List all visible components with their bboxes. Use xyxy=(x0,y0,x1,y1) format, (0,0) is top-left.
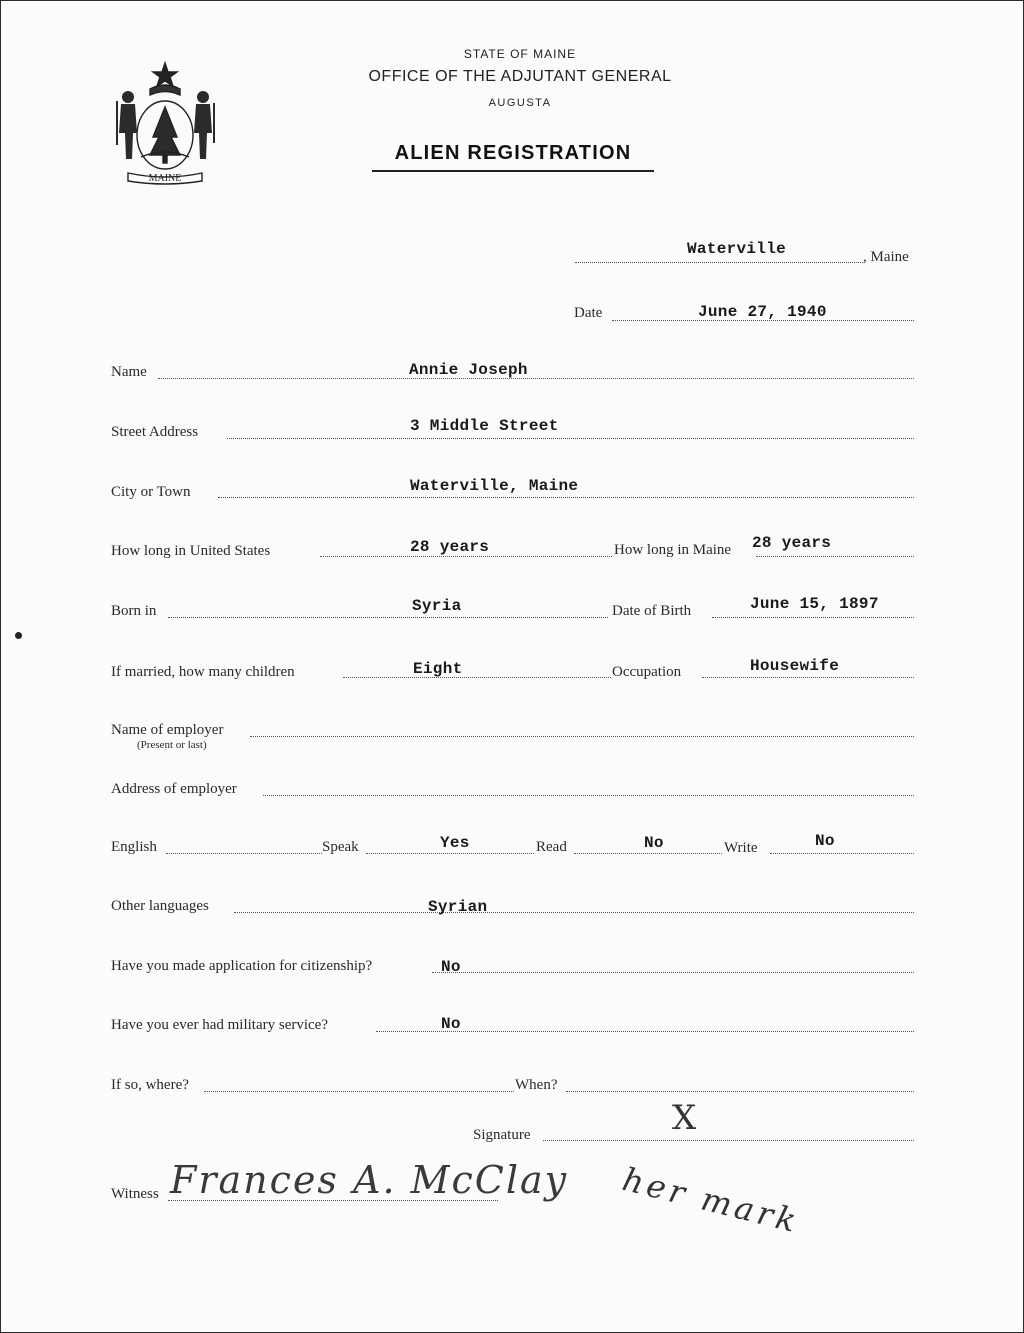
citizenship-label: Have you made application for citizenship? xyxy=(111,958,373,974)
witness-label: Witness xyxy=(111,1186,159,1202)
speak-label: Speak xyxy=(322,839,359,855)
citizenship-line xyxy=(432,972,914,973)
born-value: Syria xyxy=(412,597,462,615)
signature-her-mark: her mark xyxy=(618,1160,804,1241)
maine-years-value: 28 years xyxy=(752,534,832,552)
title-underline xyxy=(372,170,654,172)
citizenship-value: No xyxy=(441,958,461,976)
write-value: No xyxy=(815,832,835,850)
occupation-line xyxy=(702,677,914,678)
employer-line xyxy=(250,736,914,737)
dob-label: Date of Birth xyxy=(612,603,692,619)
born-label: Born in xyxy=(111,603,157,619)
margin-mark xyxy=(15,632,22,639)
name-value: Annie Joseph xyxy=(409,361,528,379)
employer-sublabel: (Present or last) xyxy=(137,739,207,751)
us-years-label: How long in United States xyxy=(111,543,271,559)
occupation-value: Housewife xyxy=(750,657,840,675)
military-label: Have you ever had military service? xyxy=(111,1017,328,1033)
children-value: Eight xyxy=(413,660,463,678)
children-line xyxy=(343,677,611,678)
us-years-line xyxy=(320,556,612,557)
read-line xyxy=(574,853,722,854)
other-languages-label: Other languages xyxy=(111,898,209,914)
us-years-value: 28 years xyxy=(410,538,490,556)
place-value: Waterville xyxy=(687,240,787,258)
where-label: If so, where? xyxy=(111,1077,189,1093)
military-value: No xyxy=(441,1015,461,1033)
state-seal-logo xyxy=(108,55,223,185)
dob-line xyxy=(712,617,914,618)
street-line xyxy=(227,438,914,439)
signature-line xyxy=(543,1140,914,1141)
witness-signature: Frances A. McClay xyxy=(170,1158,569,1202)
read-value: No xyxy=(644,834,664,852)
employer-label: Name of employer xyxy=(111,722,224,738)
place-suffix: , Maine xyxy=(863,249,909,265)
write-label: Write xyxy=(724,840,758,856)
document-title: ALIEN REGISTRATION xyxy=(394,142,632,164)
speak-value: Yes xyxy=(440,834,470,852)
when-line xyxy=(566,1091,914,1092)
name-line xyxy=(158,378,914,379)
signature-mark-x: X xyxy=(672,1098,697,1138)
employer-address-label: Address of employer xyxy=(111,781,237,797)
read-label: Read xyxy=(536,839,567,855)
dob-value: June 15, 1897 xyxy=(750,595,879,613)
city-line xyxy=(218,497,914,498)
write-line xyxy=(770,853,914,854)
date-label: Date xyxy=(574,305,603,321)
other-languages-value: Syrian xyxy=(428,898,488,916)
occupation-label: Occupation xyxy=(612,664,682,680)
svg-text:MAINE: MAINE xyxy=(148,173,182,184)
signature-label: Signature xyxy=(473,1127,531,1143)
name-label: Name xyxy=(111,364,147,380)
speak-line xyxy=(366,853,534,854)
city-heading: AUGUSTA xyxy=(488,97,552,109)
employer-address-line xyxy=(263,795,914,796)
city-label: City or Town xyxy=(111,484,191,500)
born-line xyxy=(168,617,608,618)
english-label: English xyxy=(111,839,157,855)
office-heading: OFFICE OF THE ADJUTANT GENERAL xyxy=(368,68,672,85)
english-line xyxy=(166,853,322,854)
date-value: June 27, 1940 xyxy=(698,303,827,321)
where-line xyxy=(204,1091,514,1092)
maine-years-label: How long in Maine xyxy=(614,542,732,558)
children-label: If married, how many children xyxy=(111,664,295,680)
place-line xyxy=(575,262,863,263)
street-value: 3 Middle Street xyxy=(410,417,559,435)
state-heading: STATE OF MAINE xyxy=(463,47,577,61)
when-label: When? xyxy=(515,1077,558,1093)
street-label: Street Address xyxy=(111,424,199,440)
maine-years-line xyxy=(756,556,914,557)
city-value: Waterville, Maine xyxy=(410,477,579,495)
other-languages-line xyxy=(234,912,914,913)
